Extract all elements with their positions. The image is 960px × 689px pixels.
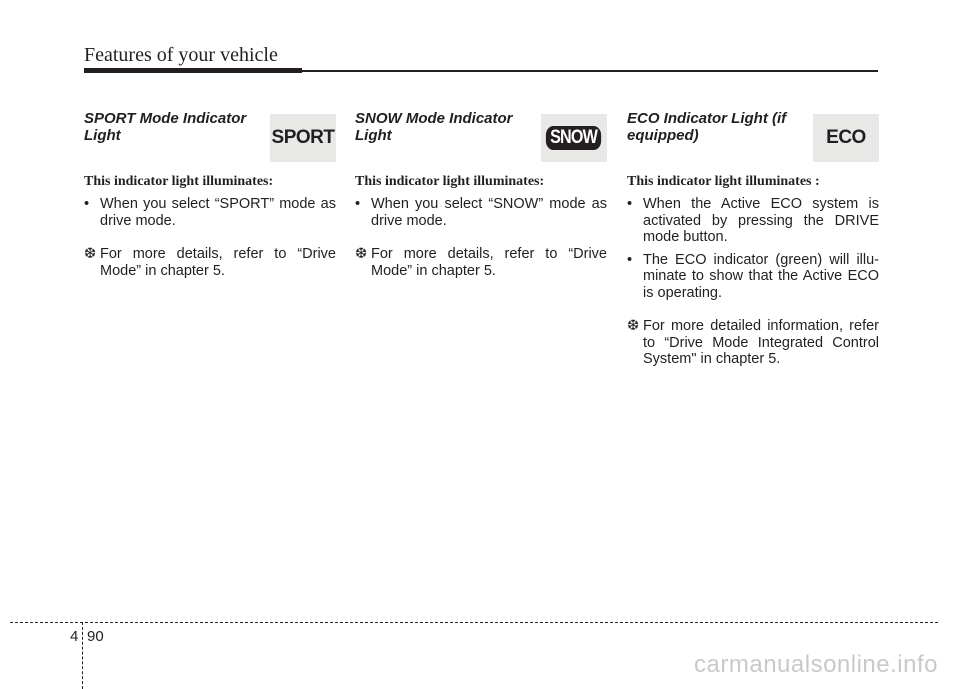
bullet-icon: • [84, 196, 90, 212]
note-icon: ❆ [355, 246, 368, 262]
chapter-number: 4 [70, 628, 79, 645]
bullet-icon: • [627, 196, 633, 212]
section-heading: SPORT Mode Indicator Light [84, 110, 247, 144]
snow-indicator-icon [541, 114, 607, 162]
watermark: carmanualsonline.info [694, 651, 938, 678]
section-subhead: This indicator light illuminates : [627, 174, 820, 189]
sport-indicator-label: SPORT [271, 127, 335, 148]
bullet-item [627, 196, 879, 246]
note-text: For more detailed information, refer to “Drive Mode Integrated Control System" in chapter 5. [643, 318, 879, 367]
note-icon: ❆ [84, 246, 97, 262]
section-eco [627, 110, 879, 368]
note-item [84, 246, 336, 279]
snow-indicator-label: SNOW [546, 126, 601, 150]
bullet-item [84, 196, 336, 229]
bullet-item [627, 252, 879, 302]
bullet-item [355, 196, 607, 229]
note-icon: ❆ [627, 318, 640, 334]
eco-indicator-label: ECO [826, 127, 866, 148]
sport-indicator-icon [270, 114, 336, 162]
eco-indicator-icon [813, 114, 879, 162]
section-subhead: This indicator light illuminates: [355, 174, 545, 189]
page-header-title: Features of your vehicle [84, 44, 278, 66]
section-snow [355, 110, 607, 279]
footer-rule [10, 622, 938, 623]
note-text: For more details, refer to “Drive Mode” in chapter 5. [371, 246, 607, 279]
bullet-text: When the Active ECO system is activated by pressing the DRIVE mode button. [643, 196, 879, 245]
note-item [627, 318, 879, 368]
bullet-text: The ECO indicator (green) will illu- minate to show that the Active ECO is operating. [643, 251, 879, 301]
page-number: 90 [87, 628, 104, 645]
bullet-icon: • [355, 196, 361, 212]
header-rule-thin [84, 70, 878, 72]
note-item [355, 246, 607, 279]
section-heading: ECO Indicator Light (if equipped) [627, 110, 787, 144]
bullet-text: When you select “SNOW” mode as drive mode. [371, 196, 607, 229]
bullet-text: When you select “SPORT” mode as drive mode. [100, 196, 336, 229]
bullet-icon: • [627, 251, 633, 268]
section-subhead: This indicator light illuminates: [84, 174, 274, 189]
footer-vertical-rule [82, 622, 83, 689]
section-sport [84, 110, 336, 279]
section-heading: SNOW Mode Indicator Light [355, 110, 513, 144]
note-text: For more details, refer to “Drive Mode” in chapter 5. [100, 246, 336, 279]
